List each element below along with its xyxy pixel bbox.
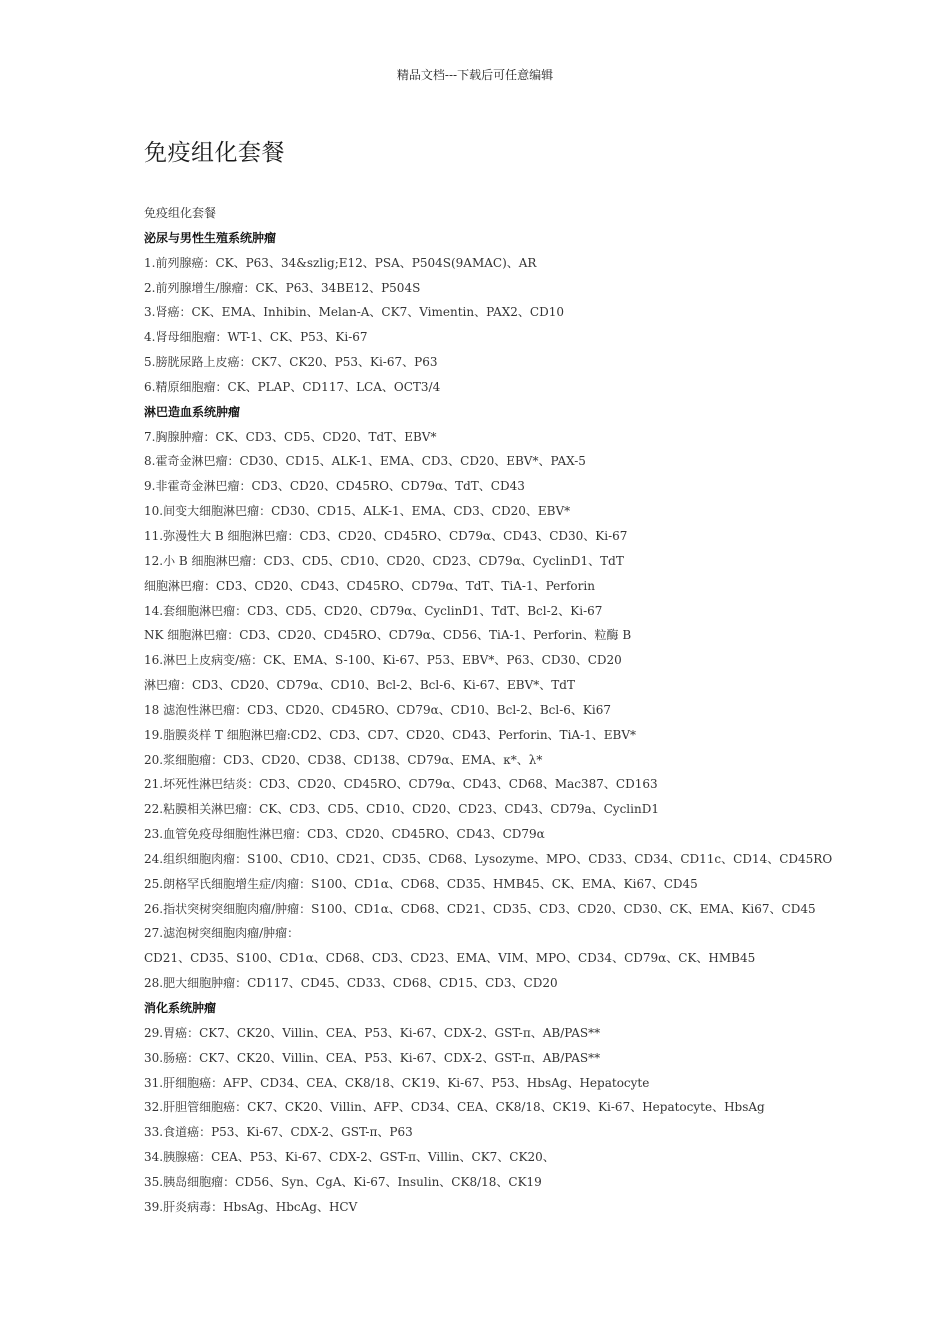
- text-line: 21.坏死性淋巴结炎：CD3、CD20、CD45RO、CD79α、CD43、CD68、Mac387、CD163: [144, 777, 658, 792]
- text-line: 4.肾母细胞瘤：WT-1、CK、P53、Ki-67: [144, 330, 368, 345]
- text-line: 29.胃癌：CK7、CK20、Villin、CEA、P53、Ki-67、CDX-2、GST-π、AB/PAS**: [144, 1025, 601, 1040]
- text-line: 27.滤泡树突细胞肉瘤/肿瘤：: [144, 926, 300, 941]
- text-line: CD21、CD35、S100、CD1α、CD68、CD3、CD23、EMA、VIM、MPO、CD34、CD79α、CK、HMB45: [144, 951, 756, 966]
- text-line: 20.浆细胞瘤：CD3、CD20、CD38、CD138、CD79α、EMA、κ*、λ*: [144, 752, 543, 767]
- text-line: 16.淋巴上皮病变/癌：CK、EMA、S-100、Ki-67、P53、EBV*、P63、CD30、CD20: [144, 653, 622, 668]
- text-line: 9.非霍奇金淋巴瘤：CD3、CD20、CD45RO、CD79α、TdT、CD43: [144, 479, 525, 494]
- text-line: 35.胰岛细胞瘤：CD56、Syn、CgA、Ki-67、Insulin、CK8/18、CK19: [144, 1174, 542, 1189]
- text-line: 25.朗格罕氏细胞增生症/肉瘤：S100、CD1α、CD68、CD35、HMB45、CK、EMA、Ki67、CD45: [144, 876, 698, 891]
- text-line: 32.肝胆管细胞癌：CK7、CK20、Villin、AFP、CD34、CEA、CK8/18、CK19、Ki-67、Hepatocyte、HbsAg: [144, 1100, 765, 1115]
- text-line: 2.前列腺增生/腺瘤：CK、P63、34BE12、P504S: [144, 280, 421, 295]
- text-line: 7.胸腺肿瘤：CK、CD3、CD5、CD20、TdT、EBV*: [144, 429, 437, 444]
- text-line: 10.间变大细胞淋巴瘤：CD30、CD15、ALK-1、EMA、CD3、CD20、EBV*: [144, 504, 571, 519]
- text-line: 3.肾癌：CK、EMA、Inhibin、Melan-A、CK7、Vimentin、PAX2、CD10: [144, 305, 564, 320]
- section-heading: 淋巴造血系统肿瘤: [144, 404, 241, 419]
- text-line: 31.肝细胞癌：AFP、CD34、CEA、CK8/18、CK19、Ki-67、P53、HbsAg、Hepatocyte: [144, 1075, 650, 1090]
- text-line: 5.膀胱尿路上皮癌：CK7、CK20、P53、Ki-67、P63: [144, 355, 438, 370]
- text-line: 34.胰腺癌：CEA、P53、Ki-67、CDX-2、GST-π、Villin、CK7、CK20、: [144, 1150, 555, 1165]
- text-line: 19.脂膜炎样 T 细胞淋巴瘤:CD2、CD3、CD7、CD20、CD43、Perforin、TiA-1、EBV*: [144, 727, 637, 742]
- text-line: 18 滤泡性淋巴瘤：CD3、CD20、CD45RO、CD79α、CD10、Bcl-2、Bcl-6、Ki67: [144, 702, 611, 717]
- section-heading: 消化系统肿瘤: [144, 1001, 217, 1015]
- text-line: NK 细胞淋巴瘤：CD3、CD20、CD45RO、CD79α、CD56、TiA-1、Perforin、粒酶 B: [144, 628, 632, 643]
- text-line: 细胞淋巴瘤：CD3、CD20、CD43、CD45RO、CD79α、TdT、TiA-1、Perforin: [144, 578, 595, 593]
- text-line: 8.霍奇金淋巴瘤：CD30、CD15、ALK-1、EMA、CD3、CD20、EBV*、PAX-5: [144, 454, 586, 469]
- text-line: 14.套细胞淋巴瘤：CD3、CD5、CD20、CD79α、CyclinD1、TdT、Bcl-2、Ki-67: [144, 603, 603, 618]
- text-line: 24.组织细胞肉瘤：S100、CD10、CD21、CD35、CD68、Lysozyme、MPO、CD33、CD34、CD11c、CD14、CD45RO: [144, 851, 833, 866]
- text-line: 6.精原细胞瘤：CK、PLAP、CD117、LCA、OCT3/4: [144, 379, 441, 394]
- text-line: 11.弥漫性大 B 细胞淋巴瘤：CD3、CD20、CD45RO、CD79α、CD43、CD30、Ki-67: [144, 528, 628, 543]
- text-line: 39.肝炎病毒：HbsAg、HbcAg、HCV: [144, 1199, 358, 1214]
- page-header: 精品文档---下载后可任意编辑: [396, 68, 554, 82]
- text-line: 淋巴瘤：CD3、CD20、CD79α、CD10、Bcl-2、Bcl-6、Ki-67、EBV*、TdT: [144, 678, 575, 693]
- text-line: 23.血管免疫母细胞性淋巴瘤：CD3、CD20、CD45RO、CD43、CD79α: [144, 827, 545, 842]
- page-title: 免疫组化套餐: [144, 140, 285, 166]
- text-line: 22.粘膜相关淋巴瘤：CK、CD3、CD5、CD10、CD20、CD23、CD43、CD79a、CyclinD1: [144, 802, 659, 817]
- document-body: [144, 201, 864, 1220]
- text-line: 1.前列腺癌：CK、P63、34&szlig;E12、PSA、P504S(9AMAC)、AR: [144, 255, 537, 270]
- text-line: 30.肠癌：CK7、CK20、Villin、CEA、P53、Ki-67、CDX-2、GST-π、AB/PAS**: [144, 1050, 601, 1065]
- section-heading: 泌尿与男性生殖系统肿瘤: [144, 230, 277, 245]
- text-line: 28.肥大细胞肿瘤：CD117、CD45、CD33、CD68、CD15、CD3、CD20: [144, 976, 558, 991]
- text-line: 26.指状突树突细胞肉瘤/肿瘤：S100、CD1α、CD68、CD21、CD35、CD3、CD20、CD30、CK、EMA、Ki67、CD45: [144, 901, 816, 916]
- text-line: 免疫组化套餐: [144, 206, 217, 220]
- text-line: 12.小 B 细胞淋巴瘤：CD3、CD5、CD10、CD20、CD23、CD79α、CyclinD1、TdT: [144, 553, 624, 568]
- text-line: 33.食道癌：P53、Ki-67、CDX-2、GST-π、P63: [144, 1125, 413, 1140]
